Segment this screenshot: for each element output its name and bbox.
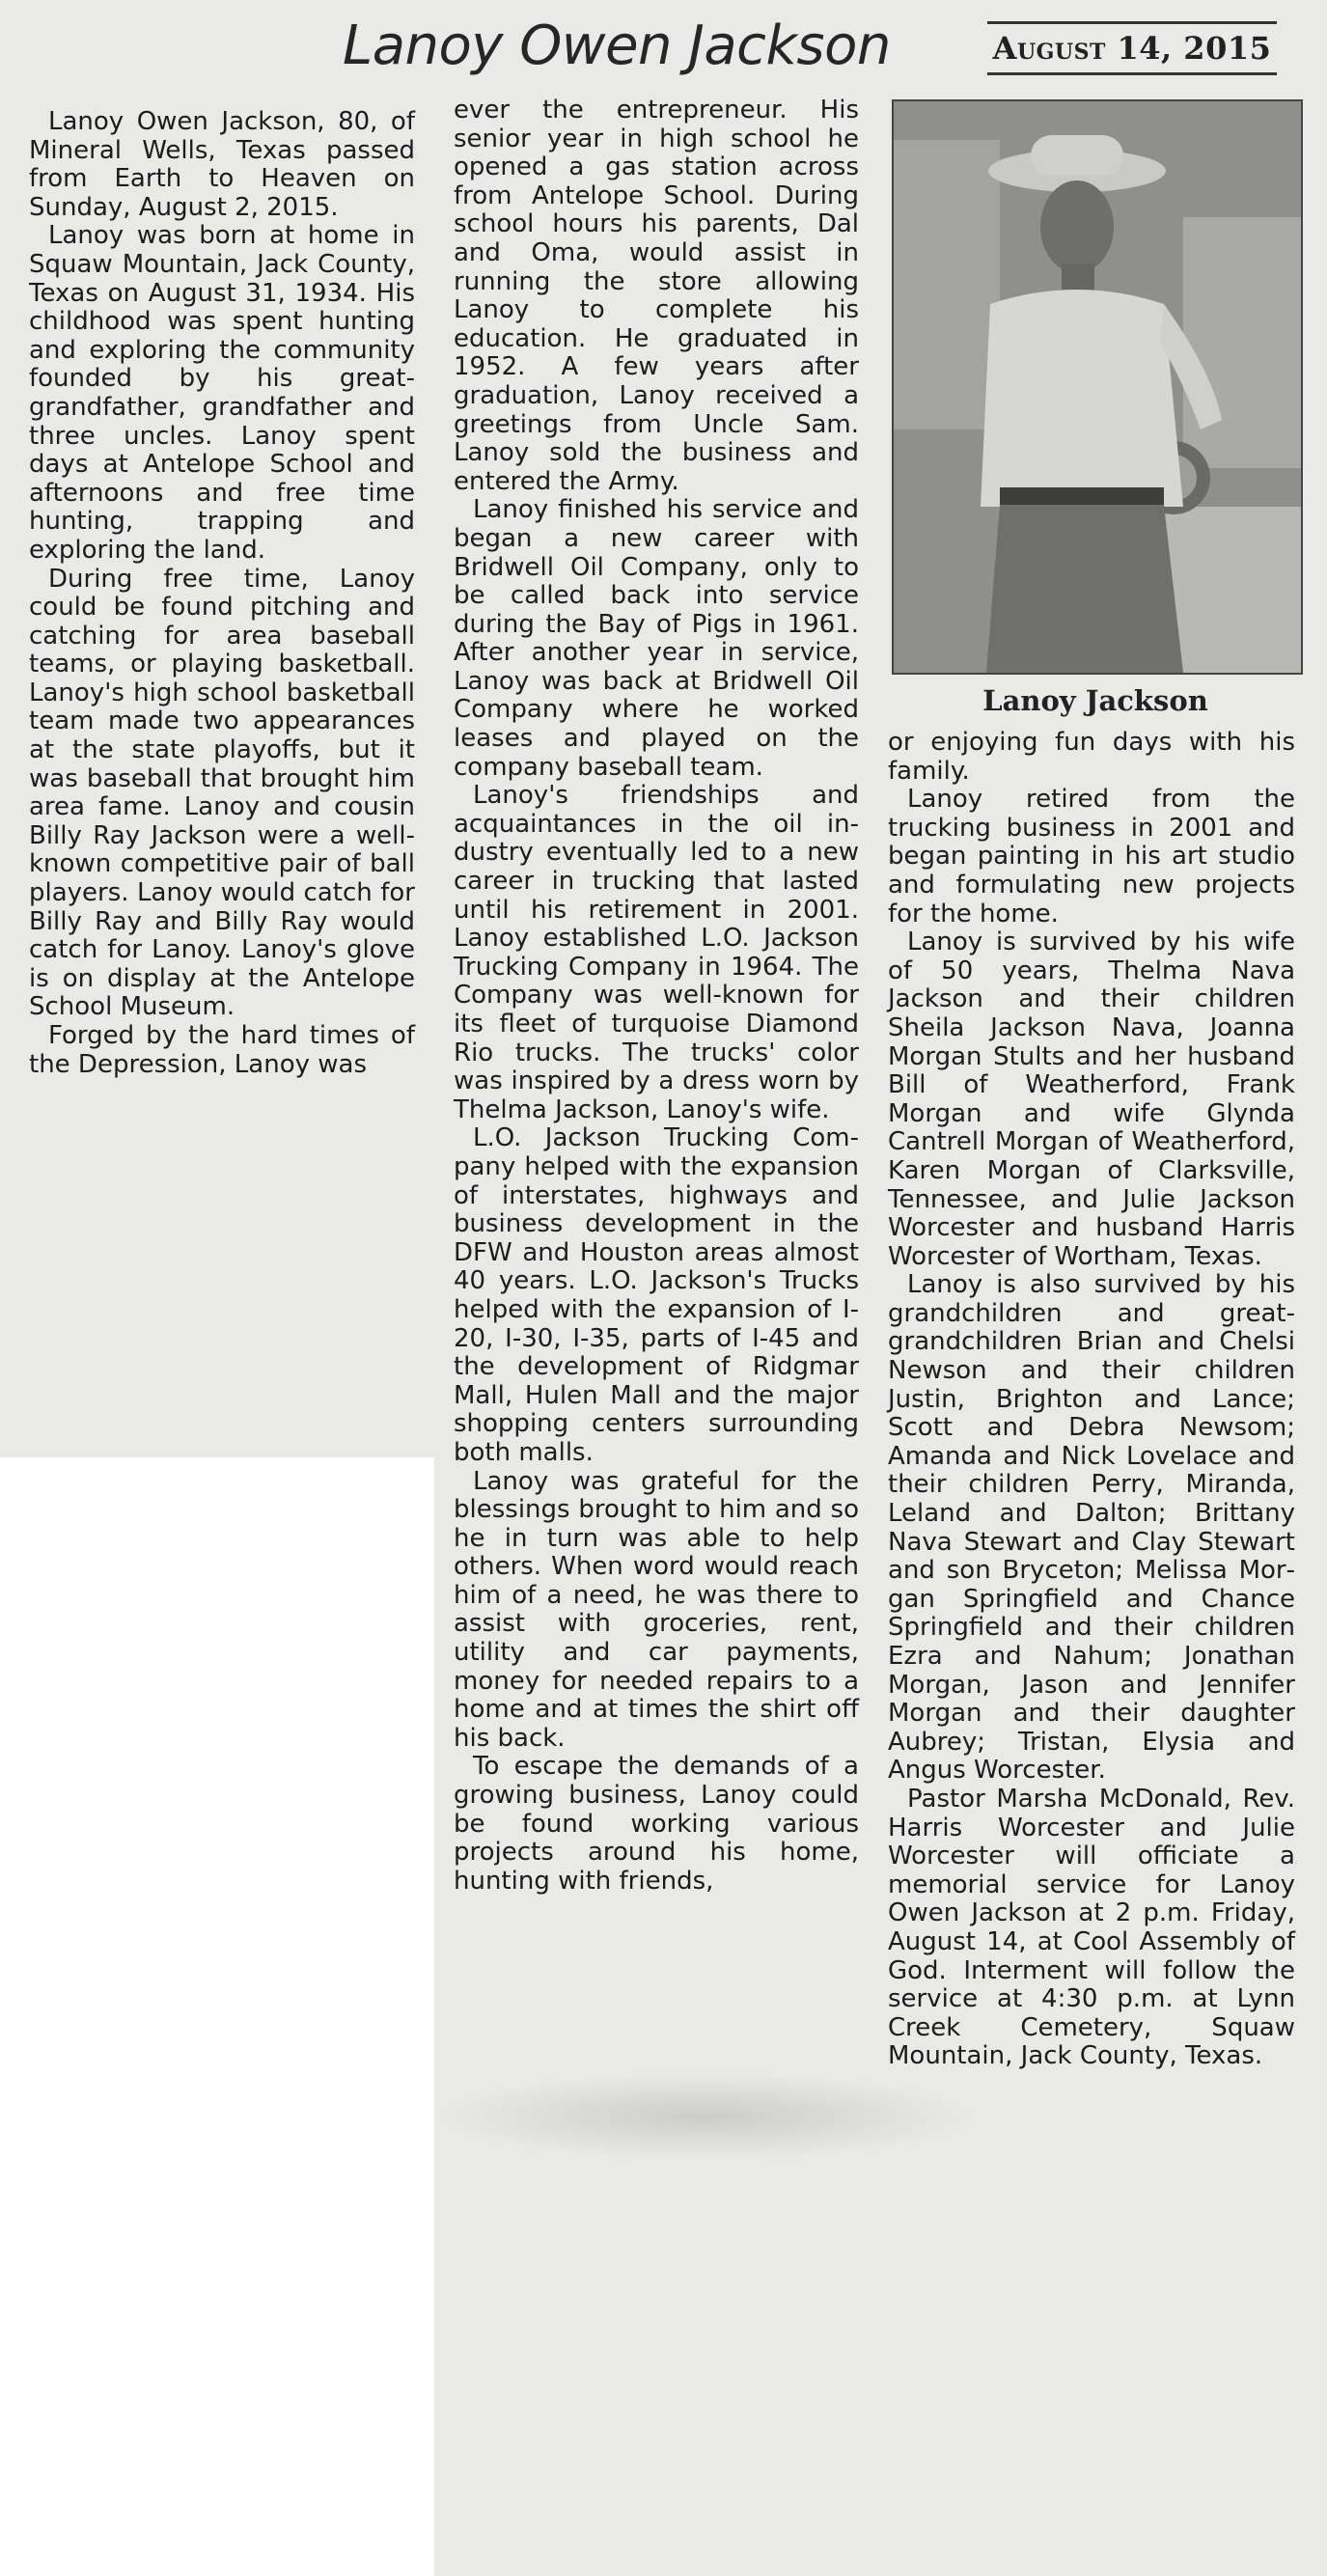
article-paragraph: Lanoy was grateful for the blessings brought to him and so he in turn was able to help others. When word would reach him of a need, he was there to assist with groceries, rent, utility and car payments, money for needed repairs to a home and at times the shirt off his back. <box>454 1466 859 1753</box>
article-paragraph: During free time, Lanoy could be found pitching and catching for area baseball teams, or playing basketball. Lanoy's high school basketball team made two appearances at the state playoffs, but it was baseball that brought him area fame. Lanoy and cousin Billy Ray Jackson were a well-known competitive pair of ball players. Lanoy would catch for Billy Ray and Billy Ray would catch for Lanoy. Lanoy's glove is on display at the Antelope School Museum. <box>29 564 415 1022</box>
obituary-title: Lanoy Owen Jackson <box>343 14 891 77</box>
article-paragraph: Lanoy Owen Jackson, 80, of Mineral Wells, Texas passed from Earth to Heaven on Sunday, August 2, 2015. <box>29 107 415 222</box>
portrait-photo <box>892 99 1303 675</box>
article-column-3 <box>888 729 1295 2071</box>
article-paragraph: Lanoy was born at home in Squaw Mountain, Jack County, Texas on August 31, 1934. His childhood was spent hunting and exploring the community founded by his great-grandfather, grandfather and three uncles. Lanoy spent days at Antelope School and afternoons and free time hunting, trapping and exploring the land. <box>29 221 415 565</box>
print-smudge <box>434 2073 975 2160</box>
photo-caption: Lanoy Jackson <box>982 684 1208 717</box>
article-paragraph: ever the entrepreneur. His senior year in high school he opened a gas station across from Antelope School. During school hours his parents, Dal and Oma, would assist in running the store allowing Lanoy to complete his education. He graduated in 1952. A few years after graduation, Lanoy received a greetings from Uncle Sam. Lanoy sold the business and entered the Army. <box>454 96 859 496</box>
portrait-illustration <box>894 101 1301 673</box>
article-paragraph: Lanoy's friendships and acquaintances in the oil industry eventually led to a new career in trucking that lasted until his retirement in 2001. Lanoy established L.O. Jackson Trucking Company in 1964. The Company was well-known for its fleet of turquoise Diamond Rio trucks. The trucks' color was inspired by a dress worn by Thelma Jackson, Lanoy's wife. <box>454 781 859 1124</box>
article-paragraph: Lanoy finished his service and began a new career with Bridwell Oil Company, only to be called back into service during the Bay of Pigs in 1961. After another year in service, Lanoy was back at Bridwell Oil Company where he worked leases and played on the company baseball team. <box>454 495 859 782</box>
article-paragraph: Pastor Marsha McDonald, Rev. Harris Worcester and Julie Worcester will officiate a memorial service for Lanoy Owen Jackson at 2 p.m. Friday, August 14, at Cool Assembly of God. Interment will follow the service at 4:30 p.m. at Lynn Creek Cemetery, Squaw Mountain, Jack County, Texas. <box>888 1784 1295 2071</box>
article-paragraph: Lanoy is survived by his wife of 50 years, Thelma Nava Jackson and their children Sheila Jackson Nava, Joanna Morgan Stults and her husband Bill of Weatherford, Frank Morgan and wife Glynda Cantrell Morgan of Weatherford, Karen Morgan of Clarksville, Tennessee, and Julie Jackson Worcester and husband Harris Worcester of Wortham, Texas. <box>888 928 1295 1271</box>
article-paragraph: Lanoy retired from the trucking business in 2001 and began painting in his art studio and formulating new projects for the home. <box>888 785 1295 928</box>
article-paragraph: To escape the demands of a growing business, Lanoy could be found working various projects around his home, hunting with friends, <box>454 1752 859 1896</box>
article-paragraph: Lanoy is also survived by his grandchildren and great-grandchildren Brian and Chelsi Newson and their children Justin, Brighton and Lance; Scott and Debra Newsom; Amanda and Nick Lovelace and their children Perry, Miranda, Leland and Dalton; Brittany Nava Stewart and Clay Stewart and son Bryceton; Melissa Morgan Springfield and Chance Springfield and their children Ezra and Nahum; Jonathan Morgan, Jason and Jennifer Morgan and their daughter Aubrey; Tristan, Elysia and Angus Worcester. <box>888 1270 1295 1786</box>
article-paragraph: or enjoying fun days with his family. <box>888 728 1295 786</box>
article-column-1 <box>29 108 415 1079</box>
publication-date: August 14, 2015 <box>987 21 1277 75</box>
article-column-2 <box>454 97 859 1896</box>
article-paragraph: Forged by the hard times of the Depression, Lanoy was <box>29 1021 415 1079</box>
article-paragraph: L.O. Jackson Trucking Company helped with the expansion of interstates, highways and business development in the DFW and Houston areas almost 40 years. L.O. Jackson's Trucks helped with the expansion of I-20, I-30, I-35, parts of I-45 and the development of Ridgmar Mall, Hulen Mall and the major shopping centers surrounding both malls. <box>454 1123 859 1467</box>
